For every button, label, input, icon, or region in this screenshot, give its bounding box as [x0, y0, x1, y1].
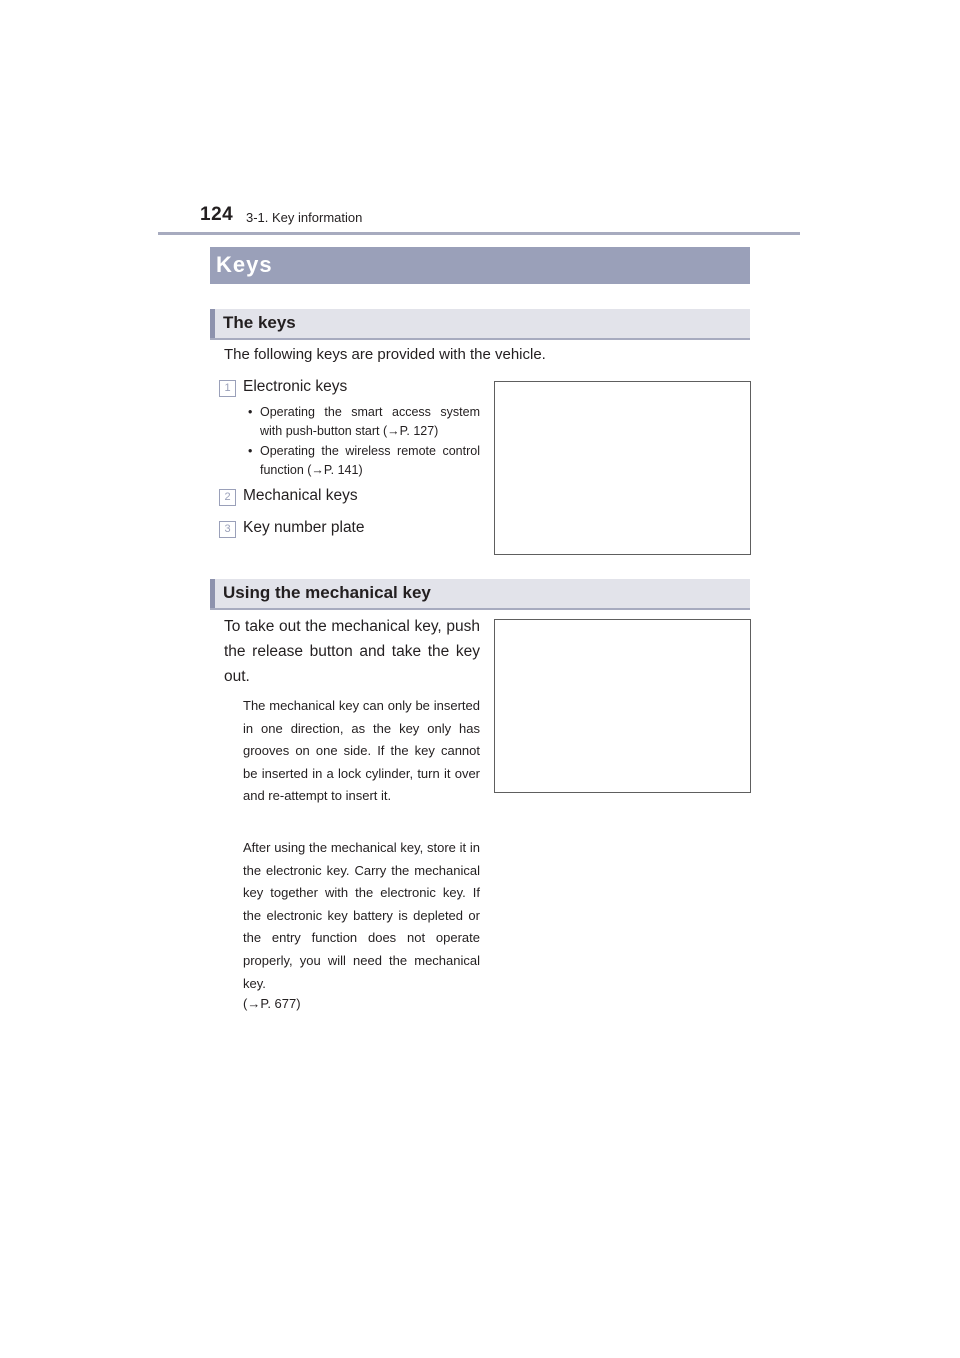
bullet-smart-access — [248, 403, 480, 441]
item-mechanical-keys: Mechanical keys — [243, 487, 358, 504]
bullet-wireless-remote — [248, 442, 480, 480]
subheading-text: Using the mechanical key — [223, 583, 431, 602]
note-insertion: The mechanical key can only be inserted in one direction, as the key only has grooves on one side. If the key cannot be inserted in a lock cylinder, turn it over and re-attempt to insert it. — [243, 698, 480, 804]
page-reference: (→P. 677) — [243, 996, 301, 1011]
item-number-3: 3 — [219, 521, 236, 538]
subheading-the-keys — [210, 309, 750, 340]
page-number: 124 — [200, 204, 234, 225]
item-number-2: 2 — [219, 489, 236, 506]
item-number-1: 1 — [219, 380, 236, 397]
note-storage: After using the mechanical key, store it in the electronic key. Carry the mechanical key together with the electronic key. If the electronic key battery is depleted or the entry function does not operate properly, you will need the mechanical key. — [243, 840, 480, 991]
keys-illustration — [494, 381, 751, 555]
bullet-dot: • — [248, 405, 253, 419]
bullet-dot: • — [248, 444, 253, 458]
header-rule — [158, 232, 800, 235]
mechanical-key-instruction: To take out the mechanical key, push the release button and take the key out. — [224, 618, 480, 685]
item-electronic-keys: Electronic keys — [243, 378, 348, 395]
item-key-number-plate: Key number plate — [243, 519, 365, 536]
bullet-text: Operating the smart access system with push-button start (→P. 127) — [260, 405, 480, 438]
section-label: 3-1. Key information — [246, 210, 363, 225]
mechanical-key-illustration — [494, 619, 751, 793]
intro-text: The following keys are provided with the vehicle. — [224, 346, 546, 363]
subheading-mechanical-key — [210, 579, 750, 610]
page-title: Keys — [216, 252, 273, 277]
bullet-text: Operating the wireless remote control function (→P. 141) — [260, 444, 480, 477]
page-title-bar — [210, 247, 750, 284]
subheading-text: The keys — [223, 313, 296, 332]
subheading-marker — [210, 309, 215, 338]
subheading-marker — [210, 579, 215, 608]
